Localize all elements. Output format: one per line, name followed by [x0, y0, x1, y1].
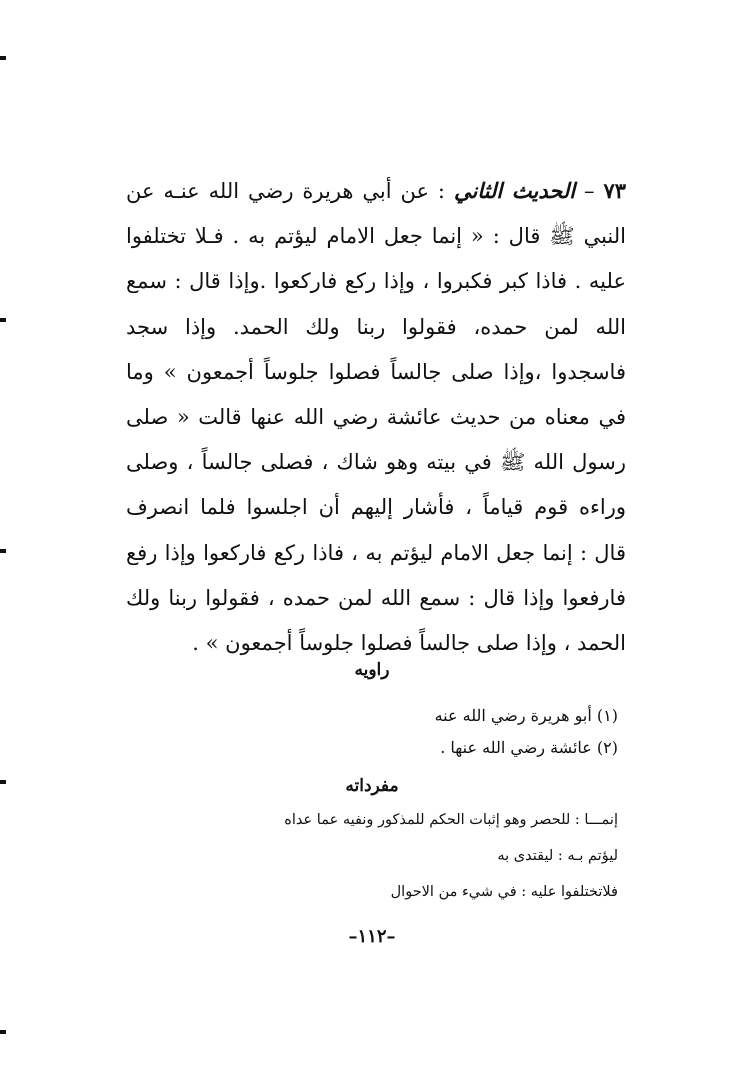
edge-mark: [0, 56, 6, 60]
edge-mark: [0, 549, 6, 553]
vocabulary-item: [497, 848, 618, 864]
narrator-item: (٢) عائشة رضي الله عنها .: [440, 738, 618, 757]
hadith-paragraph: ٧٣ – الحديث الثاني : عن أبي هريرة رضي الله عنـه عن النبي ﷺ قال : « إنما جعل الامام ليؤتم به . فـلا تختلفوا عليه . فاذا كبر فكبروا ، وإذا ركع فاركعوا .وإذا قال : سمع الله لمن حمده، فقولوا ربنا ولك الحمد. وإذا سجد فاسجدوا ،وإذا صلى جالساً فصلوا جلوساً أجمعون » وما في معناه من حديث عائشة رضي الله عنها قالت « صلى رسول الله ﷺ في بيته وهو شاك ، فصلى جالساً ، وصلى وراءه قوم قياماً ، فأشار إليهم أن اجلسوا فلما انصرف قال : إنما جعل الامام ليؤتم به ، فاذا ركع فاركعوا وإذا رفع فارفعوا وإذا قال : سمع الله لمن حمده ، فقولوا ربنا ولك الحمد ، وإذا صلى جالساً فصلوا جلوساً أجمعون » .: [126, 178, 626, 656]
vocabulary-item: [284, 812, 618, 828]
edge-mark: [0, 1030, 6, 1034]
hadith-heading: الحديث الثاني: [453, 178, 576, 203]
narrator-item: (١) أبو هريرة رضي الله عنه: [434, 706, 618, 725]
vocabulary-definition: : ليقتدى به: [497, 848, 563, 864]
narrators-title: راويه: [354, 660, 390, 680]
vocabulary-item: [391, 884, 618, 900]
vocabulary-term: فلاتختلفوا عليه: [530, 884, 618, 900]
vocabulary-term: ليؤتم بـه: [567, 848, 618, 864]
vocabulary-definition: : للحصر وهو إثبات الحكم للمذكور ونفيه عما عداه: [284, 812, 580, 828]
vocabulary-term: إنمـــا: [584, 812, 618, 828]
vocabulary-title: مفرداته: [345, 776, 399, 796]
page-number: –١١٢–: [348, 926, 396, 947]
vocabulary-definition: : في شيء من الاحوال: [390, 884, 527, 900]
hadith-number: ٧٣: [603, 178, 626, 203]
hadith-text: : عن أبي هريرة رضي الله عنـه عن النبي ﷺ قال : « إنما جعل الامام ليؤتم به . فـلا تختلفوا عليه . فاذا كبر فكبروا ، وإذا ركع فاركعوا .وإذا قال : سمع الله لمن حمده، فقولوا ربنا ولك الحمد. وإذا سجد فاسجدوا ،وإذا صلى جالساً فصلوا جلوساً أجمعون » وما في معناه من حديث عائشة رضي الله عنها قالت « صلى رسول الله ﷺ في بيته وهو شاك ، فصلى جالساً ، وصلى وراءه قوم قياماً ، فأشار إليهم أن اجلسوا فلما انصرف قال : إنما جعل الامام ليؤتم به ، فاذا ركع فاركعوا وإذا رفع فارفعوا وإذا قال : سمع الله لمن حمده ، فقولوا ربنا ولك الحمد ، وإذا صلى جالساً فصلوا جلوساً أجمعون » .: [126, 179, 626, 656]
edge-mark: [0, 318, 6, 322]
